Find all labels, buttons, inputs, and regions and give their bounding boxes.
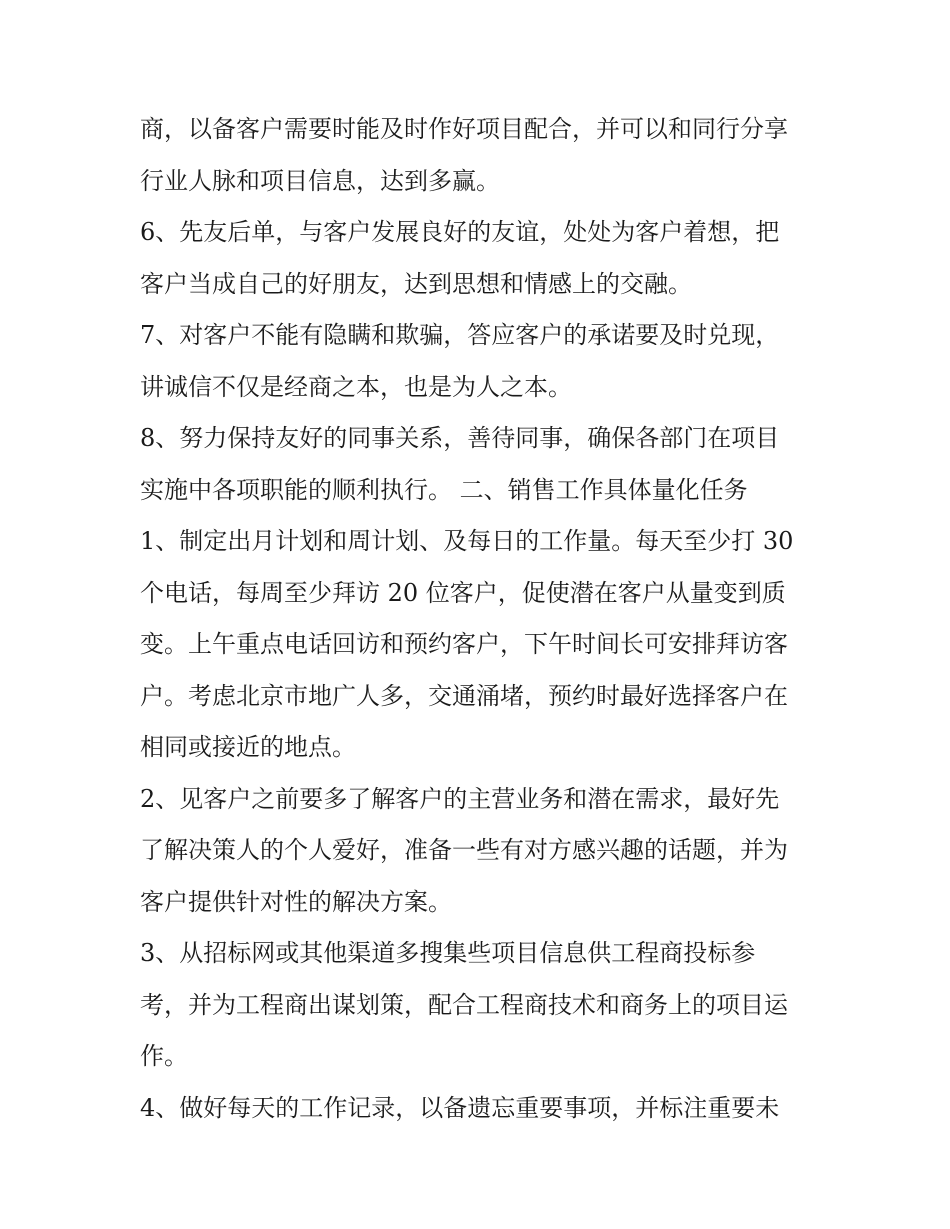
text-line: 客户当成自己的好朋友，达到思想和情感上的交融。: [140, 269, 692, 298]
text-line: 1、制定出月计划和周计划、及每日的工作量。每天至少打 30: [140, 527, 794, 555]
text-line: 考，并为工程商出谋划策，配合工程商技术和商务上的项目运: [140, 990, 788, 1019]
text-line: 户。考虑北京市地广人多，交通涌堵，预约时最好选择客户在: [140, 681, 788, 710]
text-line: 客户提供针对性的解决方案。: [140, 887, 452, 916]
text-line: 相同或接近的地点。: [140, 733, 356, 761]
text-line: 讲诚信不仅是经商之本，也是为人之本。: [140, 372, 572, 401]
text-line: 行业人脉和项目信息，达到多赢。: [140, 166, 500, 195]
text-line: 了解决策人的个人爱好，准备一些有对方感兴趣的话题，并为: [140, 836, 788, 864]
text-line: 商，以备客户需要时能及时作好项目配合，并可以和同行分享: [140, 115, 788, 143]
text-line: 变。上午重点电话回访和预约客户，下午时间长可安排拜访客: [140, 630, 788, 658]
text-line: 8、努力保持友好的同事关系，善待同事，确保各部门在项目: [140, 424, 780, 452]
text-line: 实施中各项职能的顺利执行。 二、销售工作具体量化任务: [140, 475, 748, 504]
text-line: 2、见客户之前要多了解客户的主营业务和潜在需求，最好先: [140, 784, 780, 813]
text-line: 6、先友后单，与客户发展良好的友谊，处处为客户着想，把: [140, 218, 780, 246]
text-line: 4、做好每天的工作记录，以备遗忘重要事项，并标注重要未: [140, 1093, 780, 1122]
text-line: 3、从招标网或其他渠道多搜集些项目信息供工程商投标参: [140, 939, 756, 967]
text-line: 7、对客户不能有隐瞒和欺骗，答应客户的承诺要及时兑现，: [140, 321, 780, 349]
text-line: 作。: [140, 1042, 188, 1070]
document-body: [140, 104, 830, 1134]
text-line: 个电话，每周至少拜访 20 位客户，促使潜在客户从量变到质: [140, 578, 786, 607]
